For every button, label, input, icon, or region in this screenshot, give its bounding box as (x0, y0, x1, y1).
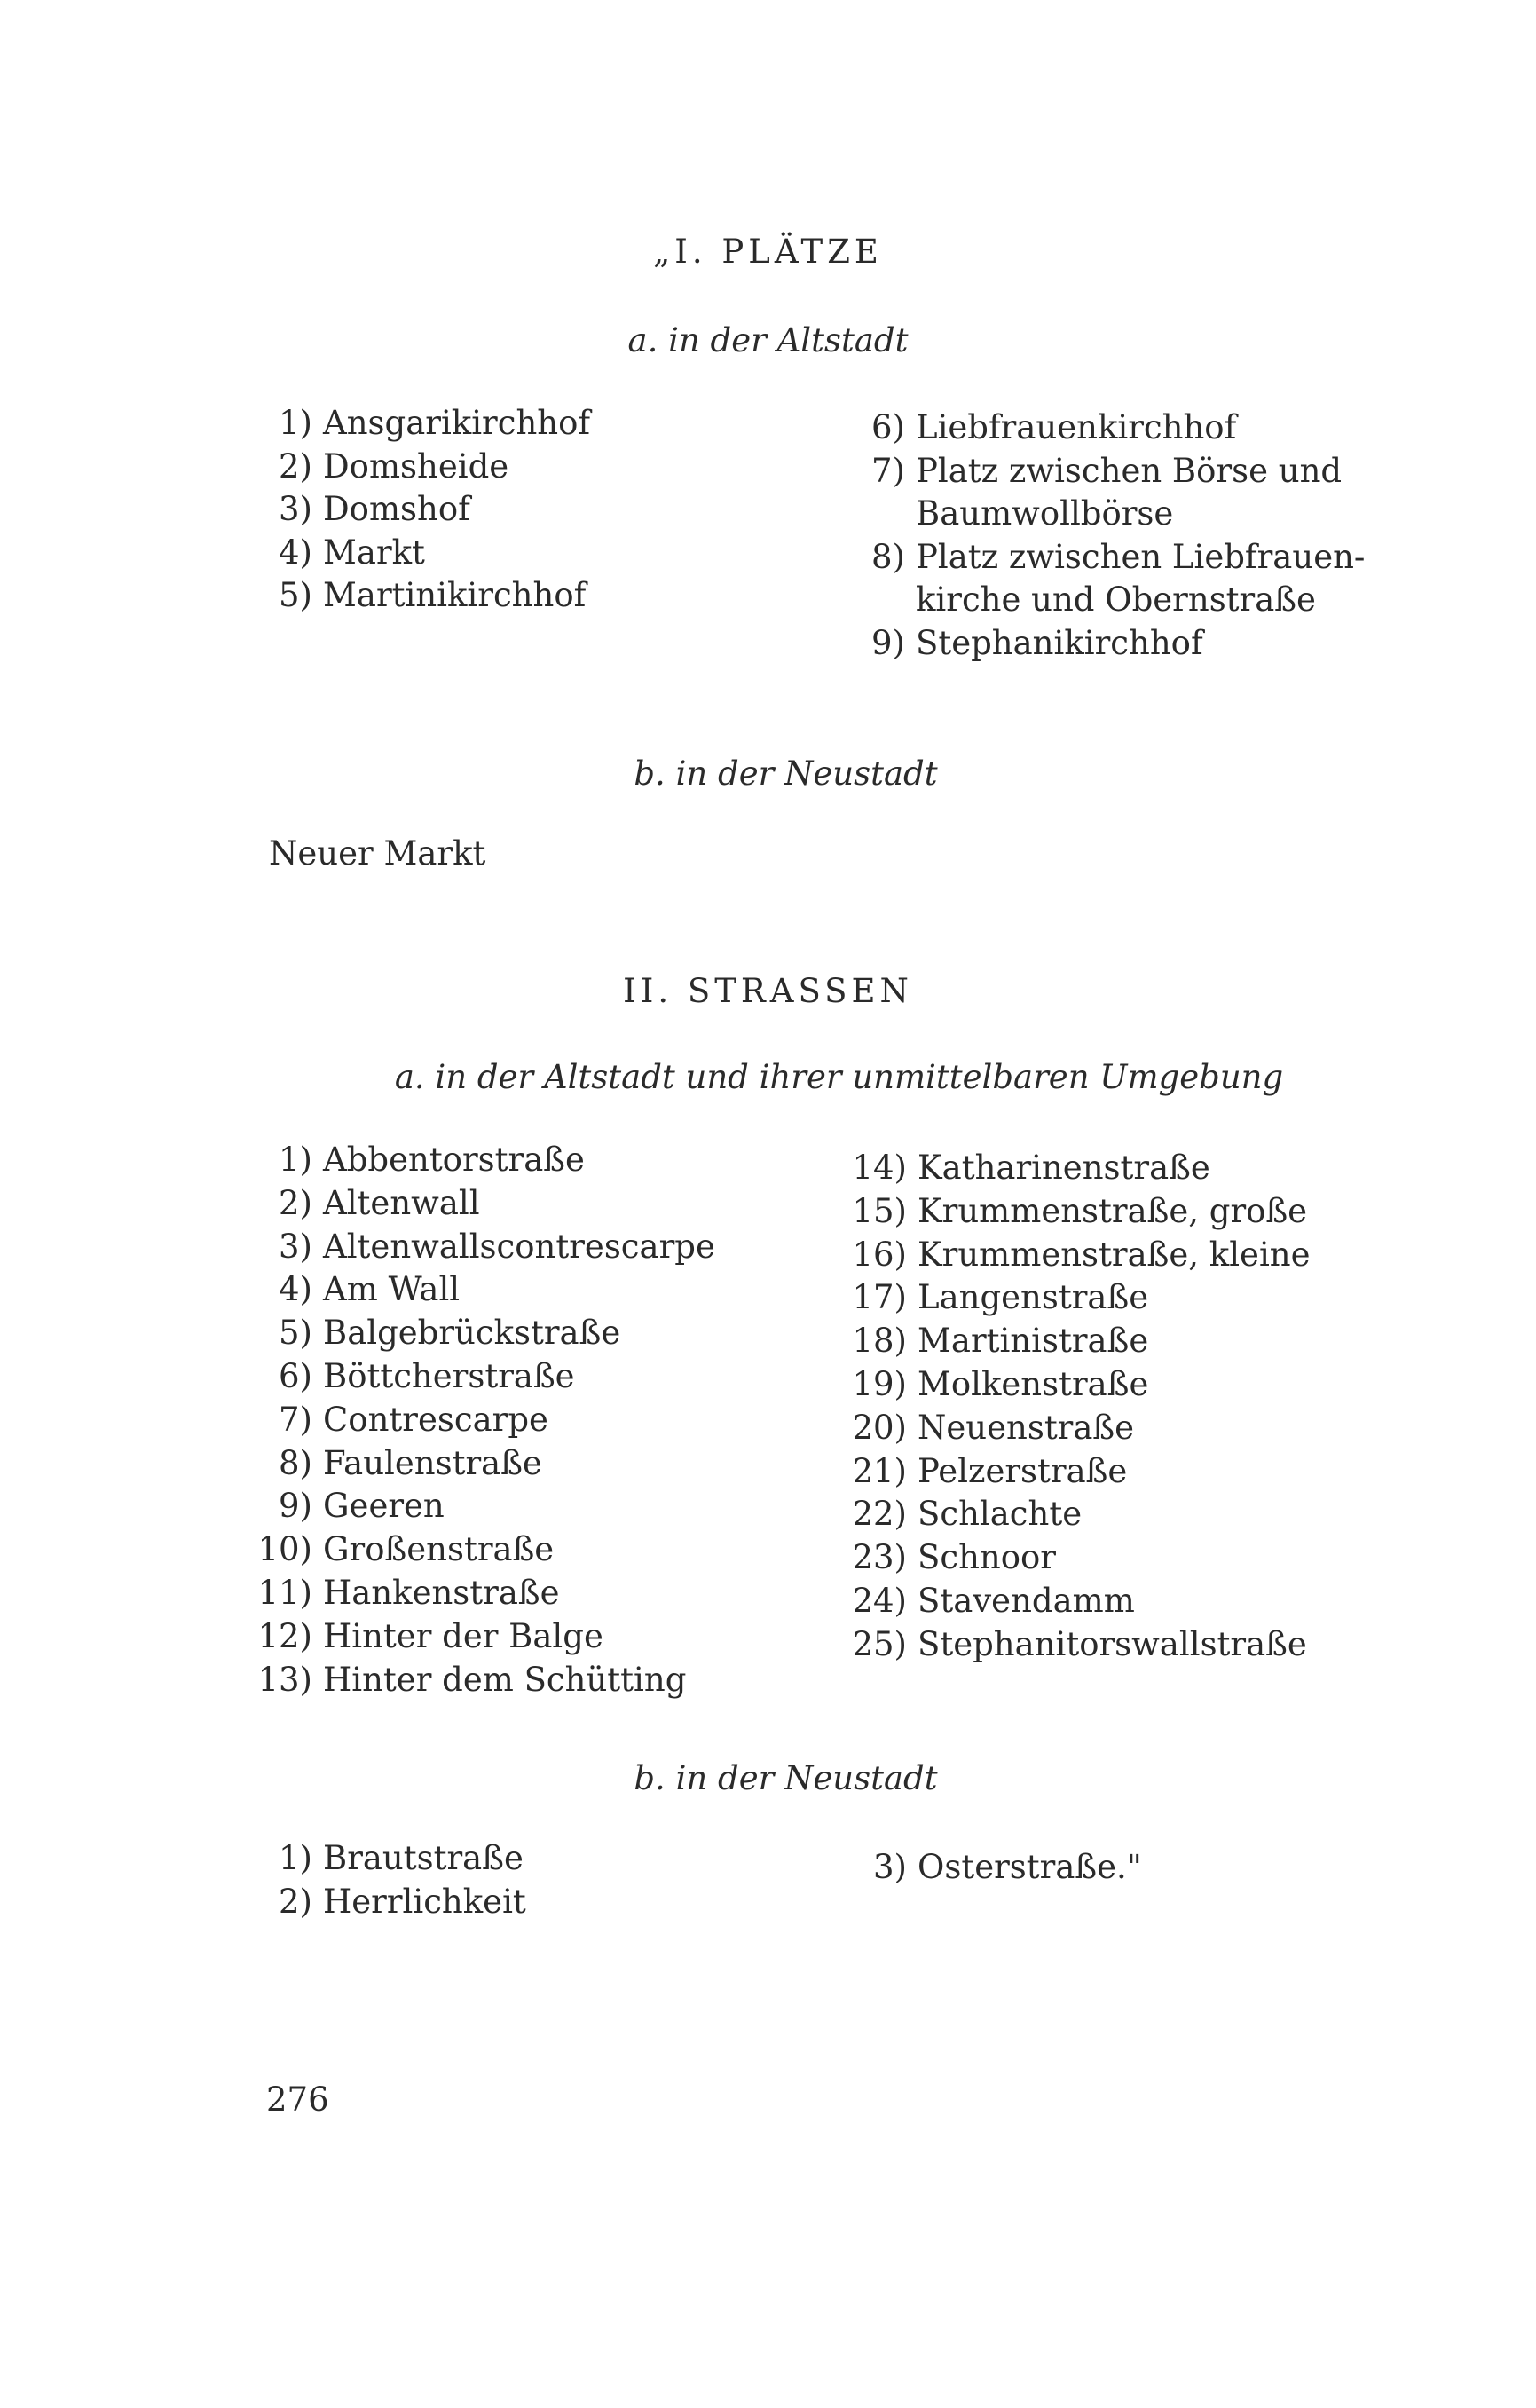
item-text: Krummenstraße, große (918, 1191, 1308, 1230)
item-text: Platz zwischen Börse und (916, 451, 1343, 490)
item-number: 22) (852, 1495, 907, 1534)
list-item (852, 1365, 1149, 1403)
item-text: Martinistraße (918, 1322, 1149, 1361)
list-item (257, 1839, 524, 1877)
item-number: 18) (852, 1322, 907, 1361)
item-number: 25) (852, 1624, 907, 1663)
page-number: 276 (266, 2080, 329, 2119)
item-text: Martinikirchhof (323, 576, 587, 614)
list-item (852, 1408, 1135, 1447)
item-number: 8) (871, 537, 905, 576)
item-number: 3) (873, 1848, 907, 1886)
list-item (852, 1322, 1149, 1361)
item-number: 9) (279, 1487, 312, 1526)
list-item (266, 446, 509, 486)
list-item (852, 1235, 1311, 1274)
heading-strassen: II. STRASSEN (623, 972, 913, 1010)
list-item (859, 494, 1174, 533)
item-text: Markt (323, 533, 425, 572)
item-text: Stavendamm (918, 1582, 1135, 1620)
list-item (859, 623, 1203, 662)
list-item (257, 1574, 560, 1612)
item-text: Hinter der Balge (323, 1616, 603, 1655)
item-number: 2) (279, 446, 312, 486)
list-item (852, 1278, 1149, 1317)
list-item (852, 1149, 1210, 1187)
item-text: Am Wall (323, 1270, 461, 1309)
list-item (257, 1400, 548, 1439)
item-text: Altenwall (323, 1183, 480, 1222)
item-number: 1) (279, 1839, 312, 1877)
list-item (852, 1451, 1128, 1490)
item-number: 15) (852, 1191, 907, 1230)
list-item (852, 1495, 1083, 1534)
list-item (852, 1624, 1307, 1663)
list-item (257, 1270, 461, 1309)
item-number: 11) (257, 1574, 312, 1612)
item-number: 5) (279, 1314, 312, 1353)
item-number: 6) (279, 1357, 312, 1395)
list-item (852, 1848, 1142, 1886)
item-text: Abbentorstraße (323, 1141, 585, 1179)
item-text: Neuenstraße (918, 1408, 1135, 1447)
list-item (852, 1538, 1056, 1577)
item-text: Schnoor (918, 1538, 1056, 1577)
item-text: Hankenstraße (323, 1574, 560, 1612)
list-item (266, 576, 587, 614)
item-text: Pelzerstraße (918, 1451, 1128, 1490)
item-text: Hinter dem Schütting (323, 1660, 687, 1699)
item-number: 17) (852, 1278, 907, 1317)
list-item (257, 1487, 445, 1526)
item-number: 19) (852, 1365, 907, 1403)
item-number: 2) (279, 1883, 312, 1921)
item-number: 7) (279, 1400, 312, 1439)
item-number: 13) (257, 1660, 312, 1699)
item-text: Geeren (323, 1487, 445, 1526)
item-number: 1) (279, 404, 312, 442)
item-text: Platz zwischen Liebfrauen- (916, 537, 1366, 576)
item-number: 23) (852, 1538, 907, 1577)
item-number: 2) (279, 1183, 312, 1222)
item-number: 5) (279, 576, 312, 614)
item-number: 7) (871, 451, 905, 490)
list-item (257, 1443, 542, 1482)
item-number: 21) (852, 1451, 907, 1490)
item-text: Böttcherstraße (323, 1357, 575, 1395)
item-text: Herrlichkeit (323, 1883, 526, 1921)
item-text: Altenwallscontrescarpe (323, 1227, 715, 1266)
list-item (257, 1660, 687, 1699)
item-text: Domsheide (323, 446, 509, 486)
list-item (257, 1227, 715, 1266)
item-text: Ansgarikirchhof (323, 404, 591, 442)
list-item (257, 1314, 621, 1353)
item-number: 6) (871, 408, 905, 446)
list-item (266, 490, 470, 528)
item-number: 14) (852, 1149, 907, 1187)
item-number: 24) (852, 1582, 907, 1620)
item-text: Krummenstraße, kleine (918, 1235, 1311, 1274)
item-number: 1) (279, 1141, 312, 1179)
item-text: Stephanitorswallstraße (918, 1624, 1307, 1663)
list-item (852, 1191, 1308, 1230)
item-number: 4) (279, 1270, 312, 1309)
item-text: Großenstraße (323, 1530, 555, 1569)
item-number: 3) (279, 490, 312, 528)
item-text: Balgebrückstraße (323, 1314, 621, 1353)
list-item (859, 537, 1366, 576)
list-item (257, 1357, 575, 1395)
item-number: 8) (279, 1443, 312, 1482)
item-number: 20) (852, 1408, 907, 1447)
item-number: 10) (257, 1530, 312, 1569)
list-item (257, 1530, 555, 1569)
item-text: Katharinenstraße (918, 1149, 1210, 1187)
subheading-altstadt: a. in der Altstadt (627, 321, 909, 359)
list-item (266, 533, 425, 572)
item-text: kirche und Obernstraße (916, 580, 1316, 619)
subheading-neustadt-strassen: b. in der Neustadt (634, 1759, 938, 1797)
item-text: Liebfrauenkirchhof (916, 408, 1237, 446)
list-item (852, 1582, 1135, 1620)
item-text: Brautstraße (323, 1839, 524, 1877)
item-text: Langenstraße (918, 1278, 1149, 1317)
list-item (257, 1183, 480, 1222)
heading-plaetze: „I. PLÄTZE (653, 233, 883, 271)
list-item (859, 408, 1237, 446)
item-text: Domshof (323, 490, 470, 528)
subheading-neustadt-plaetze: b. in der Neustadt (634, 754, 938, 793)
item-number: 9) (871, 623, 905, 662)
item-number: 12) (257, 1616, 312, 1655)
item-text: Stephanikirchhof (916, 623, 1203, 662)
item-text: Baumwollbörse (916, 494, 1174, 533)
neuer-markt-item: Neuer Markt (269, 834, 486, 872)
item-number: 4) (279, 533, 312, 572)
list-item (257, 1616, 603, 1655)
item-number: 3) (279, 1227, 312, 1266)
item-text: Schlachte (918, 1495, 1083, 1534)
item-number: 16) (852, 1235, 907, 1274)
item-text: Molkenstraße (918, 1365, 1149, 1403)
list-item (859, 580, 1316, 619)
list-item (859, 451, 1343, 490)
list-item (266, 404, 591, 442)
subheading-altstadt-umgebung: a. in der Altstadt und ihrer unmittelbaren Umgebung (394, 1058, 1284, 1096)
item-text: Contrescarpe (323, 1400, 548, 1439)
list-item (257, 1141, 585, 1179)
item-text: Osterstraße." (918, 1848, 1142, 1886)
list-item (257, 1883, 526, 1921)
item-text: Faulenstraße (323, 1443, 542, 1482)
